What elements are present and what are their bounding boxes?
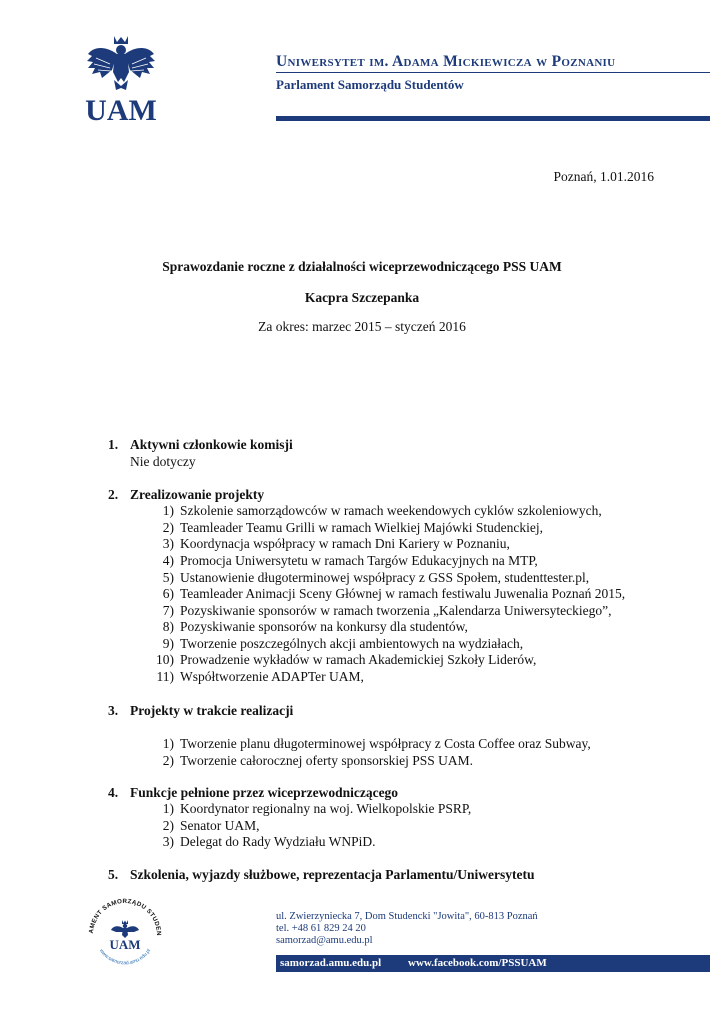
list-item: 3) Koordynacja współpracy w ramach Dni Kariery w Poznaniu, bbox=[162, 536, 510, 551]
header-bar bbox=[276, 116, 710, 121]
list-item: 5) Ustanowienie długoterminowej współpracy z GSS Społem, studenttester.pl, bbox=[162, 570, 590, 585]
footer-email[interactable]: samorzad@amu.edu.pl bbox=[276, 935, 373, 946]
footer-website-link[interactable]: samorzad.amu.edu.pl bbox=[280, 957, 382, 969]
document-title: Sprawozdanie roczne z działalności wiceprzewodniczącego PSS UAM bbox=[162, 259, 562, 274]
list-item: 4) Promocja Uniwersytetu w ramach Targów Edukacyjnych na MTP, bbox=[162, 553, 538, 568]
seal-logo: UAM bbox=[109, 937, 141, 952]
document-date: Poznań, 1.01.2016 bbox=[553, 169, 654, 184]
list-item: 1) Koordynator regionalny na woj. Wielkopolskie PSRP, bbox=[162, 801, 472, 816]
uam-eagle-logo-icon bbox=[84, 34, 158, 122]
list-item: 2) Senator UAM, bbox=[162, 818, 260, 833]
logo-text: UAM bbox=[85, 94, 157, 122]
section-heading: 5. Szkolenia, wyjazdy służbowe, reprezentacja Parlamentu/Uniwersytetu bbox=[108, 867, 535, 882]
list-item: 1) Szkolenie samorządowców w ramach weekendowych cyklów szkoleniowych, bbox=[162, 503, 602, 518]
footer-facebook-link[interactable]: www.facebook.com/PSSUAM bbox=[408, 957, 547, 969]
list-item: 3) Delegat do Rady Wydziału WNPiD. bbox=[162, 834, 376, 849]
list-item: 2) Teamleader Teamu Grilli w ramach Wielkiej Majówki Studenckiej, bbox=[162, 520, 543, 535]
section-heading: 3. Projekty w trakcie realizacji bbox=[108, 703, 294, 718]
section-text: Nie dotyczy bbox=[130, 454, 196, 469]
report-period: Za okres: marzec 2015 – styczeń 2016 bbox=[258, 319, 466, 334]
seal-text: AMENT SAMORZĄDU STUDEN bbox=[87, 897, 163, 937]
section-heading: 2. Zrealizowanie projekty bbox=[108, 487, 265, 502]
list-item: 8) Pozyskiwanie sponsorów na konkursy dla studentów, bbox=[162, 619, 468, 634]
footer-phone: tel. +48 61 829 24 20 bbox=[276, 923, 366, 934]
seal-url: www.samorzad.amu.edu.pl bbox=[97, 948, 153, 967]
list-item: 2) Tworzenie całorocznej oferty sponsorskiej PSS UAM. bbox=[162, 753, 473, 768]
list-item: 6) Teamleader Animacji Sceny Głównej w ramach festiwalu Juwenalia Poznań 2015, bbox=[162, 586, 626, 601]
list-item: 11) Współtworzenie ADAPTer UAM, bbox=[156, 669, 364, 684]
footer-bar bbox=[276, 955, 710, 972]
list-item: 10) Prowadzenie wykładów w ramach Akademickiej Szkoły Liderów, bbox=[156, 652, 537, 667]
section-heading: 1. Aktywni członkowie komisji bbox=[108, 437, 293, 452]
list-item: 9) Tworzenie poszczególnych akcji ambientowych na wydziałach, bbox=[162, 636, 524, 651]
section-heading: 4. Funkcje pełnione przez wiceprzewodniczącego bbox=[108, 785, 399, 800]
university-name: Uniwersytet im. Adama Mickiewicza w Poznaniu bbox=[276, 53, 616, 70]
list-item: 1) Tworzenie planu długoterminowej współpracy z Costa Coffee oraz Subway, bbox=[162, 736, 591, 751]
pss-seal-icon bbox=[82, 892, 168, 978]
parliament-name: Parlament Samorządu Studentów bbox=[276, 77, 464, 92]
list-item: 7) Pozyskiwanie sponsorów w ramach tworzenia „Kalendarza Uniwersyteckiego”, bbox=[162, 603, 612, 618]
footer-address: ul. Zwierzyniecka 7, Dom Studencki "Jowita", 60-813 Poznań bbox=[276, 911, 538, 922]
header-divider bbox=[276, 72, 710, 73]
person-name: Kacpra Szczepanka bbox=[304, 290, 420, 305]
